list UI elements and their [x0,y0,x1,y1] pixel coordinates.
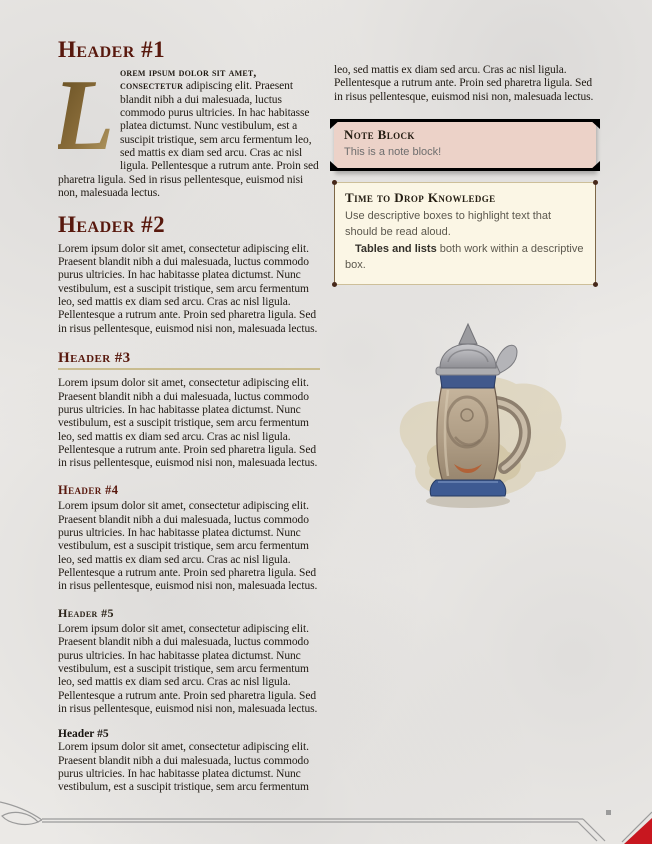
footer-diagonal [578,822,597,841]
intro-paragraph [58,67,320,200]
footer-ornament [0,794,652,844]
stein-blue-band [440,374,496,388]
footer-flourish-tip [38,820,42,822]
corner-dot [332,282,337,287]
left-column [58,38,320,804]
stein-emboss-detail [461,409,473,421]
continuation-paragraph: leo, sed mattis ex diam sed arcu. Cras ac nisl ligula. Pellentesque a rutrum ante. Proin sed pharetra ligula. Sed in risus pellentesque, euismod nisi non, malesuada lectus. [334,64,594,103]
drop-cap [58,69,114,161]
body-paragraph: Lorem ipsum dolor sit amet, consectetur adipiscing elit. Praesent blandit nibh a dui malesuada, luctus commodo purus ultricies. In hac habitasse platea dictumst. Nunc vestibulum, est a suscipit tristique, sem arcu fermentum leo, sed mattis ex diam sed arcu. Cras ac nisl ligula. Pellentesque a rutrum ante. Proin sed pharetra ligula. Sed in risus pellentesque, euismod nisi non, malesuada lectus. [58,622,318,715]
stein-finial [459,324,477,344]
note-block-body: This is a note block! [344,145,442,158]
corner-dot [593,282,598,287]
body-paragraph: Lorem ipsum dolor sit amet, consectetur adipiscing elit. Praesent blandit nibh a dui malesuada, luctus commodo purus ultricies. In hac habitasse platea dictumst. Nunc vestibulum, est a suscipit tristique, sem arcu fermentum leo, sed mattis ex diam sed arcu. Cras ac nisl ligula. Pellentesque a rutrum ante. Proin sed pharetra ligula. Sed in risus pellentesque, euismod nisi non, malesuada lectus. [58,500,318,593]
descriptive-box-text: Use descriptive boxes to highlight text that should be read aloud. [345,209,552,239]
note-block-title: Note Block [344,126,415,142]
descriptive-box-bold-text: Tables and lists [355,242,437,255]
body-paragraph: Lorem ipsum dolor sit amet, consectetur adipiscing elit. Praesent blandit nibh a dui malesuada, luctus commodo purus ultricies. In hac habitasse platea dictumst. Nunc vestibulum, est a suscipit tristique, sem arcu fermentum leo, sed mattis ex diam sed arcu. Cras ac nisl ligula. Pellentesque a rutrum ante. Proin sed pharetra ligula. Sed in risus pellentesque, euismod nisi non, malesuada lectus. [58,377,318,470]
drop-cap-letter: L [58,69,114,162]
body-paragraph: Lorem ipsum dolor sit amet, consectetur adipiscing elit. Praesent blandit nibh a dui malesuada, luctus commodo purus ultricies. In hac habitasse platea dictumst. Nunc vestibulum, est a suscipit tristique, sem arcu fermentum leo, sed mattis ex diam sed arcu. Cras ac nisl ligula. Pellentesque a rutrum ante. Proin sed pharetra ligula. Sed in risus pellentesque, euismod nisi non, malesuada lectus. [58,242,318,335]
note-corner-ornament [330,161,341,171]
header-2: Header #2 [58,212,166,238]
intro-text: adipiscing elit. Praesent blandit nibh a dui malesuada, luctus commodo purus ultricies. In hac habitasse platea dictumst. Nunc vestibulum, est a suscipit tristique, sem arcu fermentum leo, sed mattis ex diam sed arcu. Cras ac nisl ligula. Pellentesque a rutrum ante. Proin sed pharetra ligula. Sed in risus pellentesque, euismod nisi non, malesuada lectus. [58,80,319,200]
header-1: Header #1 [58,37,166,62]
note-corner-ornament [330,119,341,129]
note-corner-ornament [589,161,600,171]
header-4: Header #4 [58,482,119,497]
note-corner-ornament [589,119,600,129]
header-3: Header #3 [58,350,320,371]
corner-dot [593,180,598,185]
right-column [334,64,596,519]
lead-in-smallcaps: orem ipsum dolor sit amet, consectetur [120,67,257,93]
beer-stein-image [370,318,596,519]
page-corner-triangle [624,818,652,844]
descriptive-box [334,182,596,285]
footer-flourish [0,802,42,820]
note-block [334,119,596,171]
header-5-bold: Header #5 [58,728,109,741]
stein-lid [440,344,496,368]
truncated-paragraph: Lorem ipsum dolor sit amet, consectetur adipiscing elit. Praesent blandit nibh a dui malesuada, luctus commodo purus ultricies. In hac habitasse platea dictumst. Nunc vestibulum, est a suscipit tristique, sem arcu fermentum [58,741,309,794]
drop-cap-letter-graphic [58,69,114,161]
header-5: Header #5 [58,605,114,620]
footer-square-dot [606,810,611,815]
descriptive-box-text-2 [345,241,585,274]
corner-dot [332,180,337,185]
descriptive-box-rest-text: both work within a descriptive box. [345,242,584,272]
descriptive-box-title: Time to Drop Knowledge [345,189,496,205]
stein-thumblift [496,345,517,373]
beer-stein-graphic [370,318,582,514]
